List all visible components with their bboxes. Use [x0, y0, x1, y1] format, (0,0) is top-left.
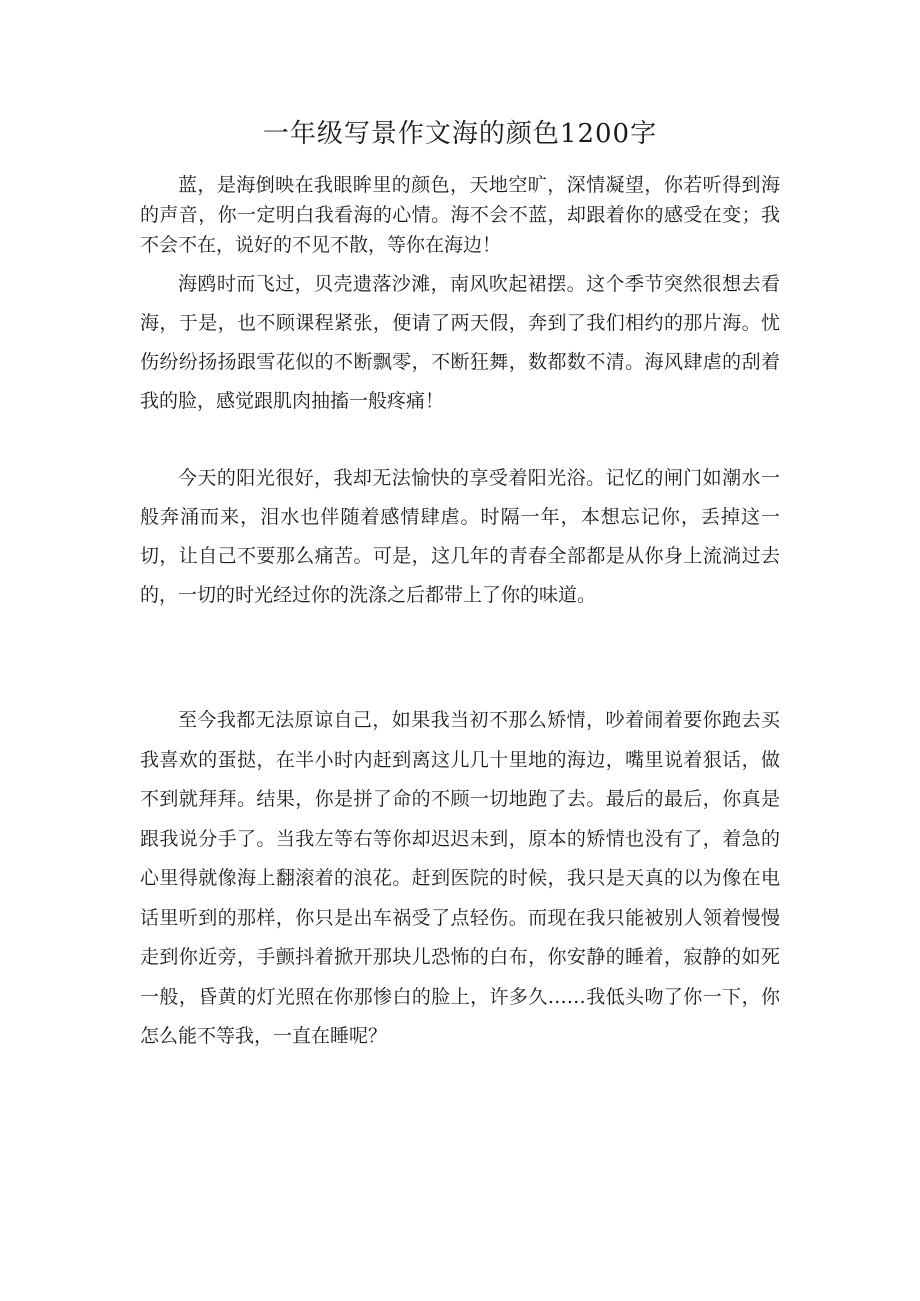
document-title: 一年级写景作文海的颜色1200字: [262, 119, 658, 149]
paragraph-1: 蓝，是海倒映在我眼眸里的颜色，天地空旷，深情凝望，你若听得到海的声音，你一定明白我看海的心情。海不会不蓝，却跟着你的感受在变；我不会不在，说好的不见不散，等你在海边！: [140, 174, 780, 256]
paragraph-3: 今天的阳光很好，我却无法愉快的享受着阳光浴。记忆的闸门如潮水一般奔涌而来，泪水也伴随着感情肆虐。时隔一年，本想忘记你，丢掉这一切，让自己不要那么痛苦。可是，这几年的青春全部都是从你身上流淌过去的，一切的时光经过你的洗涤之后都带上了你的味道。: [140, 467, 780, 606]
paragraph-2: 海鸥时而飞过，贝壳遗落沙滩，南风吹起裙摆。这个季节突然很想去看海，于是，也不顾课程紧张，便请了两天假，奔到了我们相约的那片海。忧伤纷纷扬扬跟雪花似的不断飘零，不断狂舞，数都数不清。海风肆虐的刮着我的脸，感觉跟肌肉抽搐一般疼痛！: [140, 273, 780, 412]
paragraph-4: 至今我都无法原谅自己，如果我当初不那么矫情，吵着闹着要你跑去买我喜欢的蛋挞，在半小时内赶到离这儿几十里地的海边，嘴里说着狠话，做不到就拜拜。结果，你是拼了命的不顾一切地跑了去。最后的最后，你真是跟我说分手了。当我左等右等你却迟迟未到，原本的矫情也没有了，着急的心里得就像海上翻滚着的浪花。赶到医院的时候，我只是天真的以为像在电话里听到的那样，你只是出车祸受了点轻伤。而现在我只能被别人领着慢慢走到你近旁，手颤抖着掀开那块儿恐怖的白布，你安静的睡着，寂静的如死一般，昏黄的灯光照在你那惨白的脸上，许多久……我低头吻了你一下，你怎么能不等我，一直在睡呢？: [140, 709, 780, 1047]
